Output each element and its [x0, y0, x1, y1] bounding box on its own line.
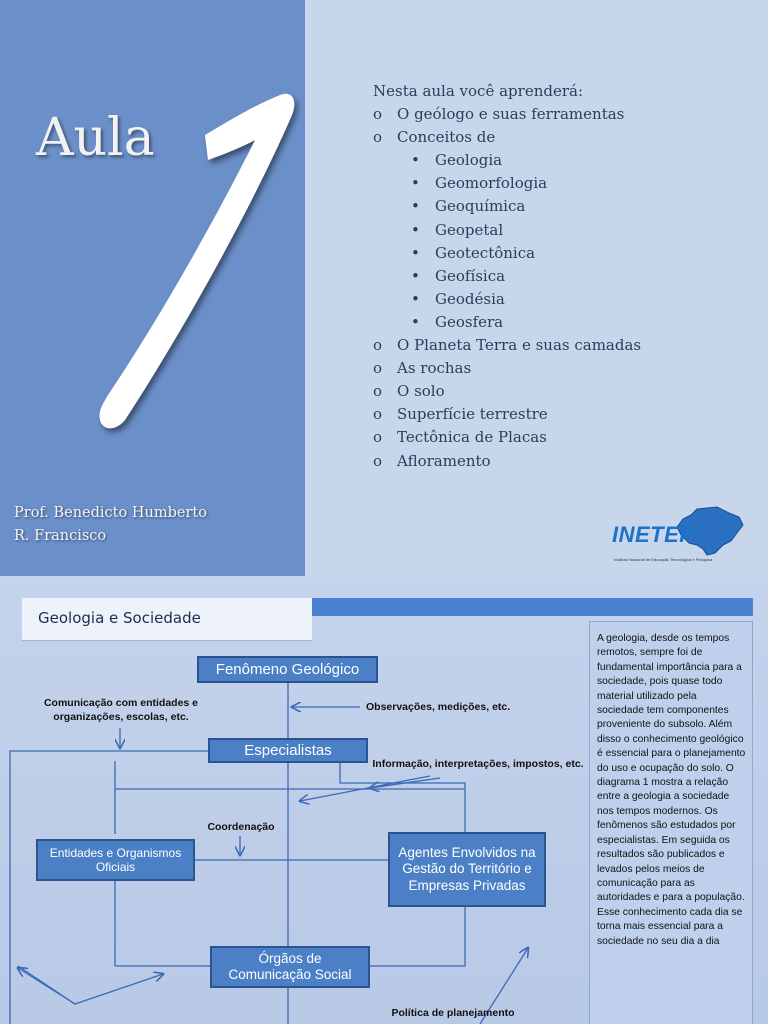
logo-text: INETEP [612, 522, 695, 547]
bullet-icon: o [373, 428, 383, 447]
box-orgaos: Órgãos de Comunicação Social [210, 946, 370, 988]
topic-text: Geofísica [435, 266, 506, 285]
bullet-icon: o [373, 359, 383, 378]
bullet-icon: • [411, 197, 420, 216]
bullet-icon: • [411, 289, 420, 308]
label-coordenacao: Coordenação [207, 821, 275, 833]
topic-item [373, 380, 641, 403]
sub-topic-item [373, 265, 641, 288]
author-line-2: R. Francisco [14, 528, 107, 544]
diagram-connectors [0, 576, 768, 1024]
topic-text: Geodésia [435, 289, 505, 308]
lesson-topics [373, 80, 641, 473]
topic-list [373, 103, 641, 473]
topic-text: Geosfera [435, 312, 504, 331]
aula-title: Aula [36, 108, 155, 168]
topic-text: Geomorfologia [435, 174, 548, 193]
big-numeral-one [40, 60, 330, 460]
bullet-icon: o [373, 336, 383, 355]
bullet-icon: o [373, 105, 383, 124]
bullet-icon: • [411, 220, 420, 239]
connector-arrow-left-up [18, 968, 75, 1004]
topic-text: O Planeta Terra e suas camadas [397, 336, 642, 355]
box-especialistas: Especialistas [208, 738, 368, 763]
topic-item [373, 334, 641, 357]
label-politica: Política de planejamento [391, 1007, 515, 1019]
topic-text: Geopetal [435, 220, 504, 239]
topic-text: Conceitos de [397, 128, 496, 147]
sub-topic-item [373, 242, 641, 265]
topic-text: Afloramento [397, 451, 491, 470]
explanation-text: A geologia, desde os tempos remotos, sempre foi de fundamental importância para a sociedade, pois quase todo material utilizado pela sociedade tem componentes proveniente do subsolo. Além disso o conhecimento geológico é essencial para o planejamento do uso e ocupação do solo. O diagrama 1 mostra a relação entre a geologia a sociedade nos tempos modernos. Os fenômenos são estudados por especialistas. Em seguida os resultados são publicados e levados pelos meios de comunicação para as autoridades e para a população. Esse conhecimento cada dia se torna mais essencial para a sociedade no seu dia a dia [589, 621, 753, 1024]
topic-text: Geotectônica [435, 243, 536, 262]
connector-agentes-down [370, 906, 465, 966]
topic-item [373, 357, 641, 380]
topic-text: Geologia [435, 151, 503, 170]
connector-especialistas-right [340, 761, 465, 832]
bullet-icon: • [411, 266, 420, 285]
topic-text: Tectônica de Placas [397, 428, 547, 447]
box-fenomeno-geologico: Fenômeno Geológico [197, 656, 378, 683]
connector-arrow-left-down [18, 966, 163, 1004]
sub-topic-item [373, 288, 641, 311]
bullet-icon: o [373, 128, 383, 147]
bullet-icon: o [373, 405, 383, 424]
topic-text: O geólogo e suas ferramentas [397, 105, 625, 124]
box-agentes: Agentes Envolvidos na Gestão do Território e Empresas Privadas [388, 832, 546, 907]
bullet-icon: • [411, 151, 420, 170]
topic-item [373, 426, 641, 449]
topic-item [373, 403, 641, 426]
title-panel [0, 0, 305, 576]
author [14, 502, 207, 548]
inetep-logo [612, 505, 747, 567]
intro-text: Nesta aula você aprenderá: [373, 82, 583, 100]
sub-topic-item [373, 195, 641, 218]
label-comunicacao: Comunicação com entidades e organizações, escolas, etc. [43, 697, 199, 723]
topic-item [373, 450, 641, 473]
connector-left-outer [10, 751, 208, 1024]
sub-topic-item [373, 219, 641, 242]
bullet-icon: • [411, 243, 420, 262]
topic-text: Superfície terrestre [397, 405, 548, 424]
slide-geologia-sociedade [0, 576, 768, 1024]
sub-topic-item [373, 149, 641, 172]
topic-item [373, 126, 641, 149]
author-line-1: Prof. Benedicto Humberto [14, 505, 207, 521]
bullet-icon: o [373, 382, 383, 401]
slide-title: Geologia e Sociedade [38, 609, 201, 627]
topic-item [373, 103, 641, 126]
sub-topic-item [373, 311, 641, 334]
topic-text: Geoquímica [435, 197, 526, 216]
logo-subtext: Instituto Nacional de Educação Tecnológica e Pesquisa [614, 557, 713, 562]
sub-topic-item [373, 172, 641, 195]
bullet-icon: • [411, 174, 420, 193]
bullet-icon: o [373, 451, 383, 470]
label-observacoes: Observações, medições, etc. [366, 701, 511, 713]
topic-text: As rochas [397, 359, 472, 378]
label-informacao: Informação, interpretações, impostos, etc. [372, 758, 584, 770]
bullet-icon: • [411, 312, 420, 331]
box-entidades: Entidades e Organismos Oficiais [36, 839, 195, 881]
topic-text: O solo [397, 382, 445, 401]
